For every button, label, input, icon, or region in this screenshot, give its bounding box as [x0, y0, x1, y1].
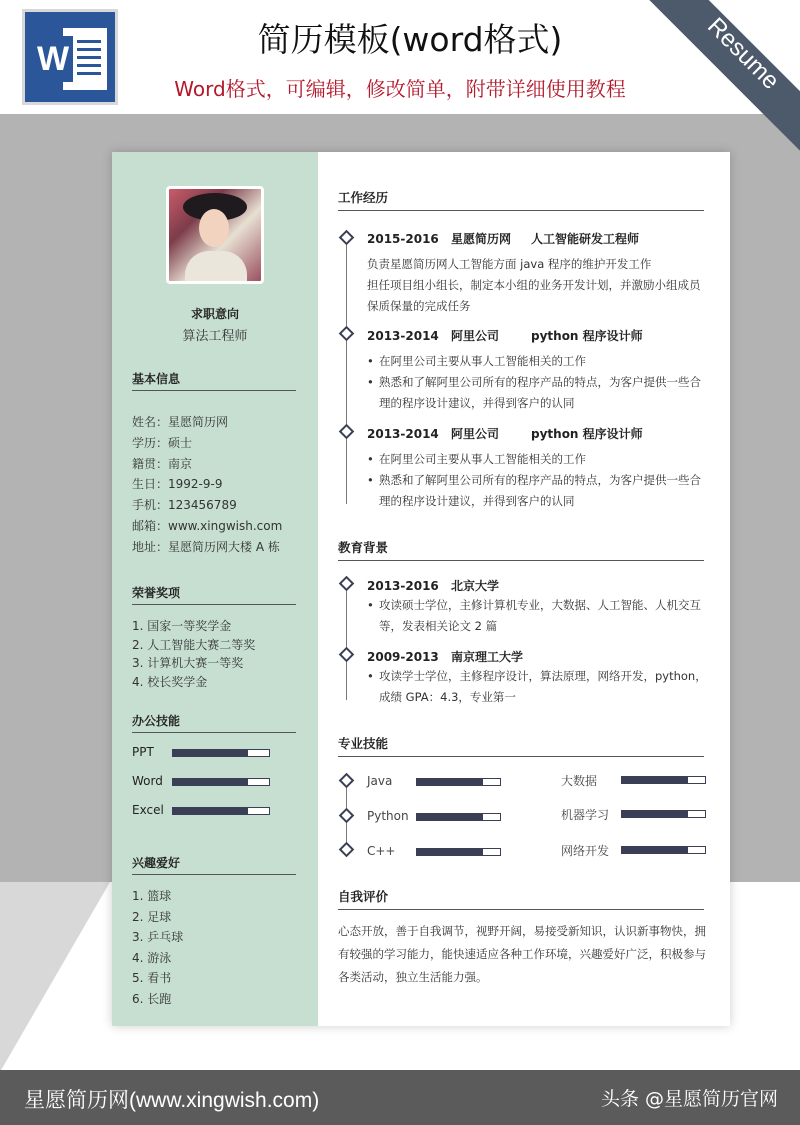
job-intent: 算法工程师	[182, 329, 248, 344]
honor-item: 1. 国家一等奖学金	[132, 619, 232, 633]
office-skills-title: 办公技能	[132, 712, 296, 733]
skill-bar	[621, 776, 706, 784]
profile-photo	[166, 186, 264, 284]
honor-item: 2. 人工智能大赛二等奖	[132, 637, 256, 652]
skill-label: C++	[367, 844, 396, 858]
work-role: python 程序设计师	[531, 427, 643, 441]
work-role: python 程序设计师	[531, 329, 643, 343]
education-timeline	[346, 582, 347, 700]
office-skill-bar	[172, 778, 270, 786]
education-section-title: 教育背景	[338, 538, 704, 561]
hobbies-list	[132, 886, 302, 1009]
hobby-item: 5. 看书	[132, 971, 172, 985]
work-org: 星愿简历网	[451, 232, 512, 246]
work-bullet: • 在阿里公司主要从事人工智能相关的工作	[367, 351, 707, 372]
education-school: 北京大学	[451, 579, 500, 593]
skills-section-title: 专业技能	[338, 734, 704, 757]
work-entry-header	[367, 230, 639, 247]
hobby-item: 6. 长跑	[132, 991, 172, 1006]
work-entry-header	[367, 425, 643, 442]
hobby-item: 4. 游泳	[132, 950, 172, 965]
skill-label: 大数据	[561, 774, 598, 788]
honors-title: 荣誉奖项	[132, 584, 296, 605]
resume-ribbon: Resume	[645, 0, 800, 152]
work-entry-body	[367, 449, 707, 511]
timeline-diamond-icon	[339, 842, 355, 858]
skill-label: Java	[367, 774, 393, 788]
info-degree: 学历：硕士	[132, 435, 193, 450]
office-skills-list	[132, 745, 302, 832]
resume-page	[112, 152, 730, 1026]
work-bullet: • 熟悉和了解阿里公司所有的程序产品的特点，为客户提供一些合理的程序设计建议，并得到客户的认同	[367, 470, 707, 512]
photo-face	[199, 209, 229, 247]
skill-item	[561, 806, 609, 823]
work-line: 负责星愿简历网人工智能方面 java 程序的维护开发工作	[367, 257, 652, 271]
footer-author: 头条 @星愿简历官网	[600, 1088, 778, 1110]
timeline-diamond-icon	[339, 326, 355, 342]
timeline-diamond-icon	[339, 576, 355, 592]
work-line: 担任项目组小组长，制定本小组的业务开发计划，并激励小组成员保质保量的完成任务	[367, 277, 701, 313]
work-org: 阿里公司	[451, 329, 500, 343]
work-years: 2013-2014	[367, 329, 439, 343]
education-years: 2013-2016	[367, 579, 439, 593]
office-skill-label: Word	[132, 774, 163, 788]
basic-info-title: 基本信息	[132, 370, 296, 391]
education-entry-header	[367, 648, 523, 665]
skill-bar	[621, 810, 706, 818]
hobbies-title: 兴趣爱好	[132, 854, 296, 875]
work-org: 阿里公司	[451, 427, 500, 441]
skill-bar	[416, 813, 501, 821]
hobby-item: 2. 足球	[132, 909, 172, 924]
work-role: 人工智能研发工程师	[531, 232, 640, 246]
honor-item: 4. 校长奖学金	[132, 675, 208, 690]
basic-info-list	[132, 412, 282, 558]
self-eval-section-title: 自我评价	[338, 887, 704, 910]
work-entry-body	[367, 351, 707, 413]
page-subtitle: Word格式，可编辑，修改简单，附带详细使用教程	[174, 77, 626, 101]
education-school: 南京理工大学	[451, 650, 524, 664]
job-intent-title: 求职意向	[190, 307, 239, 321]
info-phone: 手机：123456789	[132, 498, 237, 513]
word-logo-icon	[22, 9, 118, 105]
paper-shadow-fold	[0, 882, 110, 1072]
office-skill-row	[132, 803, 302, 832]
info-birthday: 生日：1992-9-9	[132, 477, 223, 492]
resume-sidebar	[112, 152, 318, 1026]
education-bullet: • 攻读硕士学位，主修计算机专业，大数据、人工智能、人机交互等，发表相关论文 2 篇	[367, 595, 707, 637]
work-bullet: • 在阿里公司主要从事人工智能相关的工作	[367, 449, 707, 470]
hobby-item: 1. 篮球	[132, 889, 172, 903]
photo-body	[185, 251, 247, 284]
skill-item	[561, 772, 597, 789]
skill-label: Python	[367, 809, 409, 823]
education-entry-body	[367, 595, 707, 637]
education-years: 2009-2013	[367, 650, 439, 664]
self-eval-text: 心态开放，善于自我调节，视野开阔，易接受新知识，认识新事物快，拥有较强的学习能力，能快速适应各种工作环境，兴趣爱好广泛，积极参与各类活动，独立生活能力强。	[338, 924, 706, 984]
timeline-diamond-icon	[339, 647, 355, 663]
skill-item	[367, 774, 392, 788]
honor-item: 3. 计算机大赛一等奖	[132, 656, 244, 671]
info-name: 姓名：星愿简历网	[132, 415, 229, 429]
education-entry-body	[367, 666, 707, 708]
work-years: 2013-2014	[367, 427, 439, 441]
office-skill-row	[132, 745, 302, 774]
info-email: 邮箱：www.xingwish.com	[132, 518, 283, 533]
education-entry-header	[367, 577, 499, 594]
timeline-diamond-icon	[339, 773, 355, 789]
work-years: 2015-2016	[367, 232, 439, 246]
timeline-diamond-icon	[339, 808, 355, 824]
work-section-title: 工作经历	[338, 188, 704, 211]
office-skill-label: Excel	[132, 803, 164, 817]
work-entry-body	[367, 254, 707, 316]
skill-item	[367, 809, 409, 823]
education-bullet: • 攻读学士学位，主修程序设计，算法原理，网络开发，python，成绩 GPA：4.3，专业第一	[367, 666, 707, 708]
skill-bar	[416, 848, 501, 856]
info-address: 地址：星愿简历网大楼 A 栋	[132, 539, 280, 554]
timeline-diamond-icon	[339, 424, 355, 440]
footer-bar	[0, 1070, 800, 1125]
work-timeline	[346, 236, 347, 504]
word-logo-letter: W	[33, 36, 73, 82]
skill-label: 机器学习	[561, 808, 610, 822]
office-skill-label: PPT	[132, 745, 154, 759]
info-hometown: 籍贯：南京	[132, 456, 193, 471]
skill-item	[561, 842, 609, 859]
skill-item	[367, 844, 396, 858]
skill-bar	[416, 778, 501, 786]
work-bullet: • 熟悉和了解阿里公司所有的程序产品的特点，为客户提供一些合理的程序设计建议，并得到客户的认同	[367, 372, 707, 414]
skill-label: 网络开发	[561, 844, 610, 858]
work-entry-header	[367, 327, 643, 344]
honors-list	[132, 617, 255, 692]
office-skill-row	[132, 774, 302, 803]
office-skill-bar	[172, 807, 270, 815]
timeline-diamond-icon	[339, 230, 355, 246]
skill-bar	[621, 846, 706, 854]
office-skill-bar	[172, 749, 270, 757]
footer-site: 星愿简历网(www.xingwish.com)	[24, 1089, 320, 1112]
page-title: 简历模板(word格式)	[257, 20, 563, 59]
hobby-item: 3. 乒乓球	[132, 930, 184, 944]
